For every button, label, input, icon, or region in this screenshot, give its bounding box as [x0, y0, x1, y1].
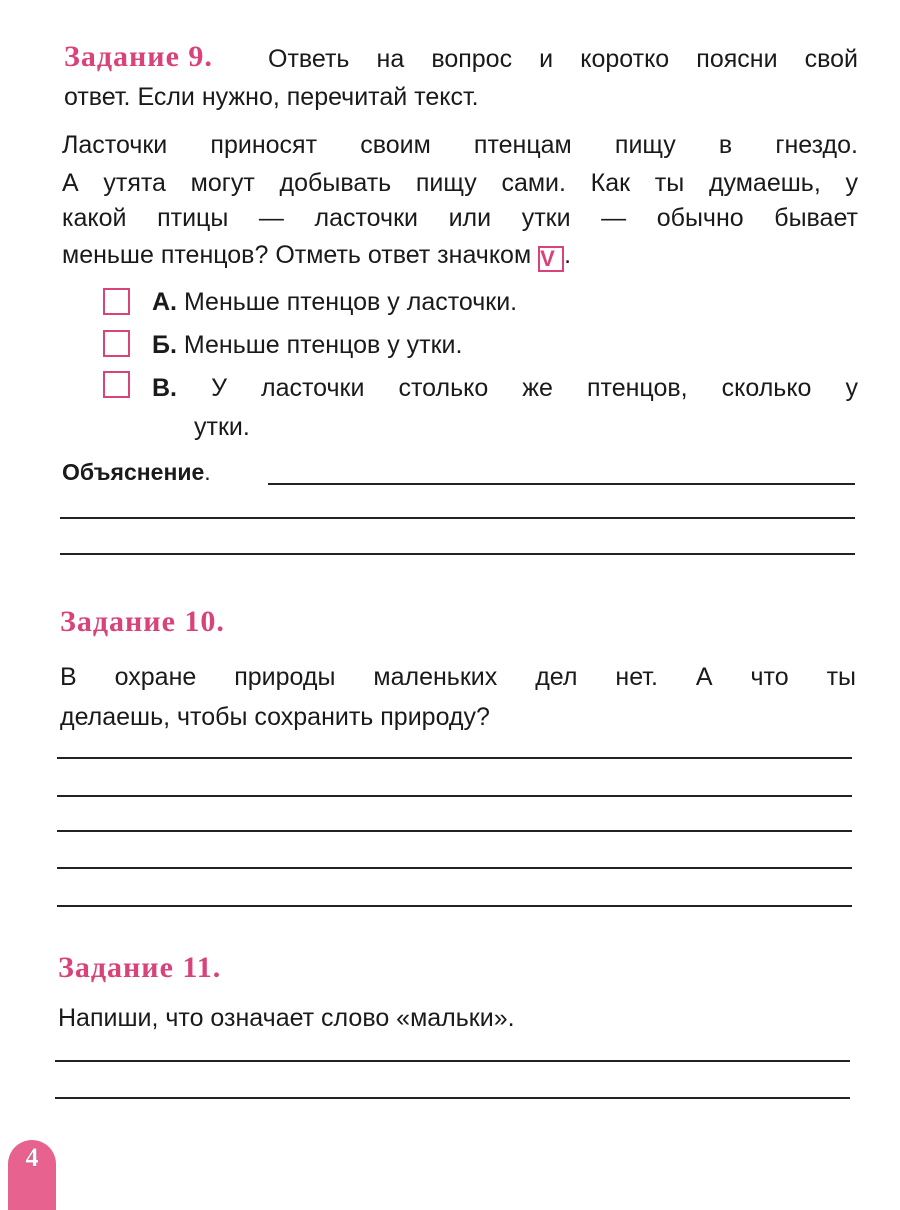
- answer-line[interactable]: [57, 905, 852, 907]
- answer-line[interactable]: [55, 1060, 850, 1062]
- checkbox-option-c[interactable]: [103, 371, 130, 398]
- option-c: [152, 373, 858, 403]
- answer-line[interactable]: [55, 1097, 850, 1099]
- option-text: Меньше птенцов у утки.: [183, 331, 463, 359]
- period: .: [564, 241, 572, 269]
- explanation-label-text: Объяснение: [62, 459, 205, 485]
- task10-heading: Задание 10.: [60, 605, 225, 638]
- answer-line[interactable]: [57, 830, 852, 832]
- option-letter: А.: [152, 288, 177, 316]
- explanation-label: [62, 457, 211, 487]
- answer-line[interactable]: [60, 517, 855, 519]
- option-letter: В.: [152, 374, 177, 402]
- task9-heading: Задание 9.: [64, 40, 213, 73]
- task10-text-line: делаешь, чтобы сохранить природу?: [60, 703, 490, 731]
- option-b: [152, 330, 462, 360]
- option-letter: Б.: [152, 331, 177, 359]
- task11-text: Напиши, что означает слово «мальки».: [58, 1004, 515, 1032]
- task9-text-line: Ласточки приносят своим птенцам пищу в гнездо.: [62, 131, 858, 159]
- task10-text-line: В охране природы маленьких дел нет. А что ты: [60, 663, 856, 691]
- task9-instruction-2: ответ. Если нужно, перечитай текст.: [64, 83, 479, 111]
- answer-line[interactable]: [60, 553, 855, 555]
- answer-line[interactable]: [57, 795, 852, 797]
- option-text: Меньше птенцов у ласточки.: [183, 288, 518, 316]
- task11-heading: Задание 11.: [58, 951, 222, 984]
- task9-text-line: А утята могут добывать пищу сами. Как ты думаешь, у: [62, 169, 858, 197]
- task9-text-line: [62, 240, 571, 272]
- answer-line[interactable]: [268, 483, 855, 485]
- option-a: [152, 287, 517, 317]
- answer-line[interactable]: [57, 867, 852, 869]
- checkbox-option-b[interactable]: [103, 330, 130, 357]
- task9-question-text: меньше птенцов? Отметь ответ значком: [62, 241, 532, 269]
- task9-text-line: какой птицы — ласточки или утки — обычно бывает: [62, 204, 858, 232]
- answer-line[interactable]: [57, 757, 852, 759]
- checkbox-option-a[interactable]: [103, 288, 130, 315]
- option-c-continued: утки.: [194, 413, 250, 441]
- page-number: 4: [8, 1140, 56, 1210]
- task9-instruction: Ответь на вопрос и коротко поясни свой: [268, 45, 858, 73]
- period: .: [204, 459, 211, 485]
- check-mark-sample-icon: V: [538, 246, 564, 272]
- option-text: У ласточки столько же птенцов, сколько у: [211, 374, 858, 402]
